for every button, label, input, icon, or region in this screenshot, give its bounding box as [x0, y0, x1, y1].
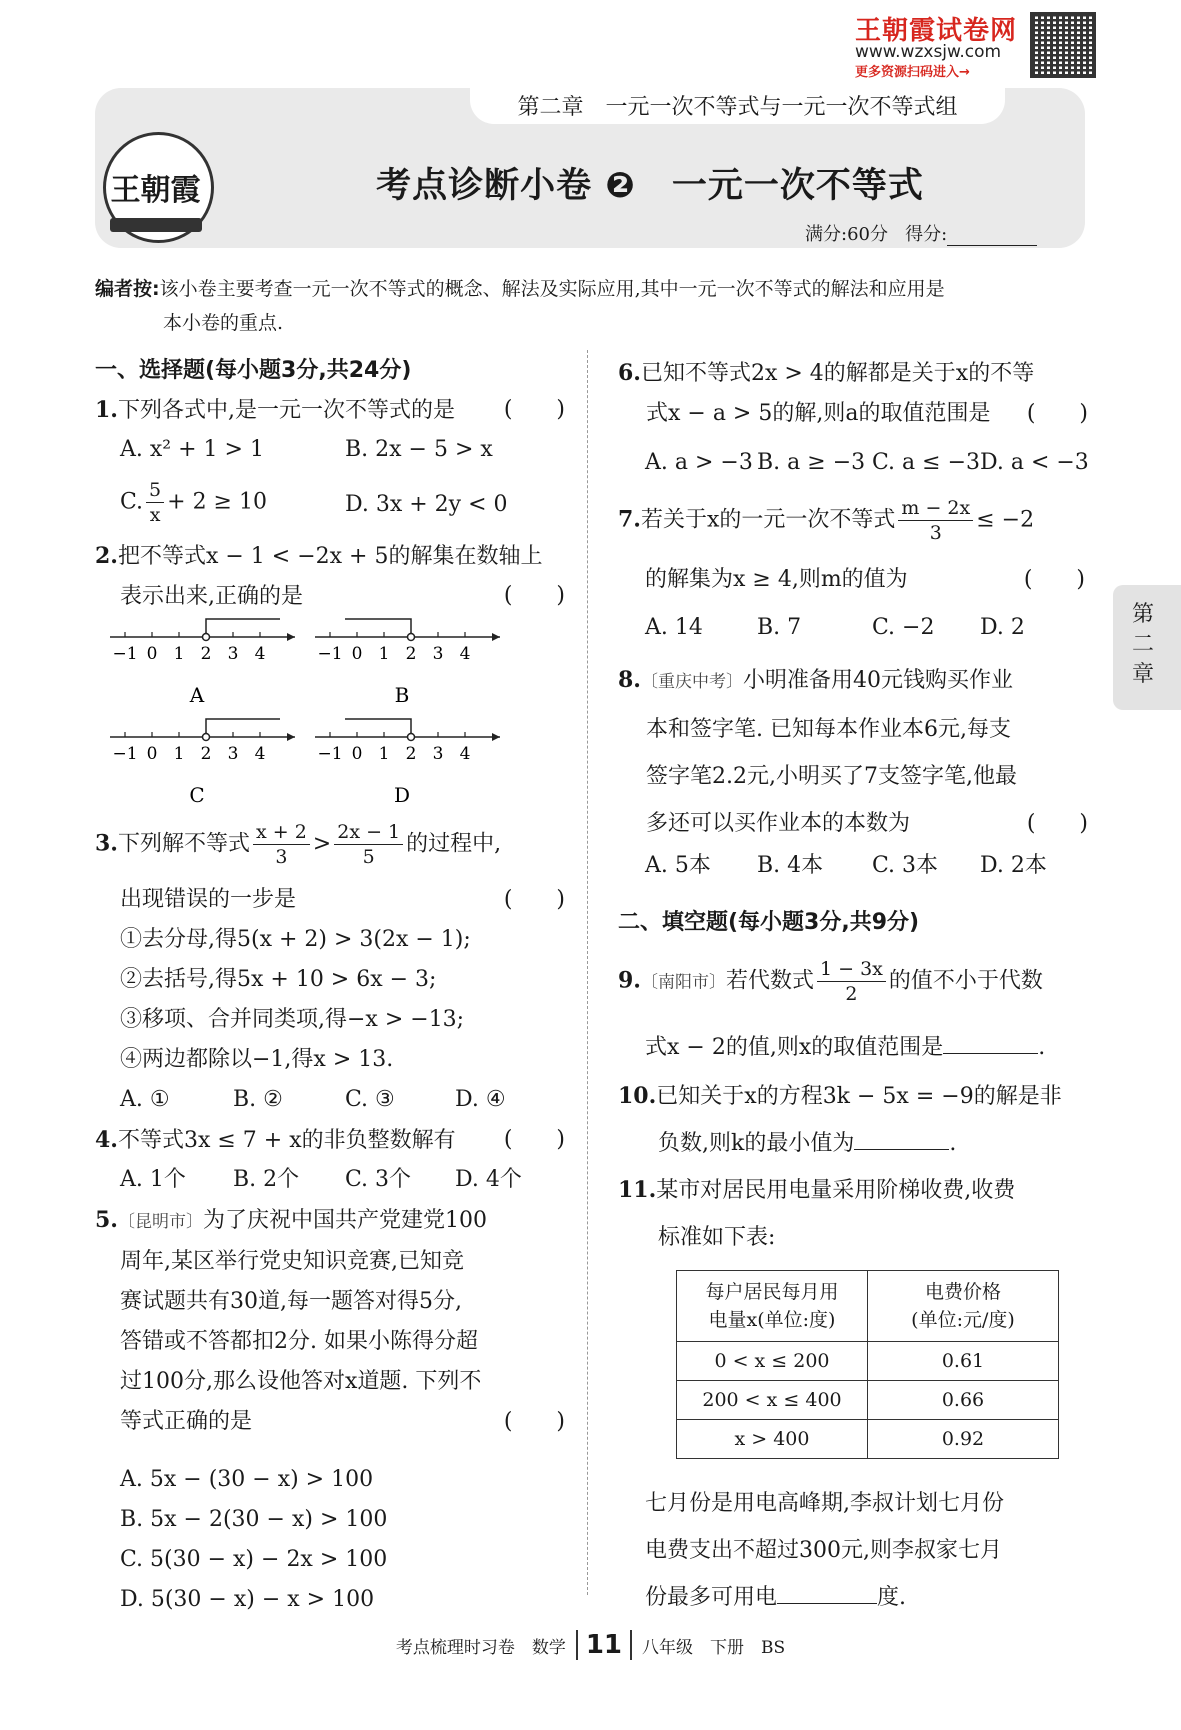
q5-option-c[interactable]: C. 5(30 − x) − 2x > 100 — [120, 1547, 388, 1572]
q11-line-2: 标准如下表: — [658, 1225, 776, 1250]
q6-answer-paren[interactable]: ( ) — [1026, 401, 1088, 426]
q11-answer-blank[interactable] — [777, 1575, 877, 1604]
q3-step-4: ④两边都除以−1,得x > 13. — [120, 1047, 394, 1072]
q3-fraction-left — [253, 820, 310, 869]
q8-line-4-text: 多还可以买作业本的本数为 — [646, 811, 911, 836]
q3-number: 3. — [95, 830, 118, 857]
q11-paragraph — [645, 1480, 1085, 1621]
number-line-tick-label: 0 — [146, 644, 158, 664]
q1-option-c[interactable] — [120, 478, 267, 527]
question-2 — [95, 536, 565, 617]
fraction-numerator: 5 — [146, 478, 164, 503]
number-line-tick-label: 0 — [351, 744, 363, 764]
fraction-denominator: 2 — [845, 983, 858, 1005]
question-11 — [618, 1167, 1088, 1261]
q3-step-3: ③移项、合并同类项,得−x > −13; — [120, 1007, 465, 1032]
q7-line-2 — [645, 560, 1085, 600]
q8-answer-paren[interactable]: ( ) — [1026, 811, 1088, 836]
chapter-side-tab-label: 第二章 — [1131, 602, 1154, 687]
q3-stem-post: 的过程中, — [406, 831, 502, 857]
table-cell: 0.66 — [868, 1381, 1059, 1420]
question-8 — [618, 657, 1088, 847]
q3-gt-sign: > — [312, 831, 332, 857]
chapter-title: 第二章 一元一次不等式与一元一次不等式组 — [517, 95, 958, 120]
table-row — [677, 1381, 1059, 1420]
brand-tagline: 更多资源扫码进入→ — [855, 65, 970, 80]
fraction-numerator: 1 − 3x — [817, 957, 886, 982]
q8-option-a[interactable]: A. 5本 — [645, 853, 711, 878]
q3-fraction-right — [334, 820, 403, 869]
section-choice-title: 一、选择题(每小题3分,共24分) — [95, 358, 412, 383]
q3-stem-pre: 下列解不等式 — [117, 831, 250, 857]
number-line-tick-label: 4 — [254, 744, 266, 764]
brand-name: 王朝霞试卷网 — [855, 16, 1018, 46]
q4-number: 4. — [95, 1127, 118, 1153]
number-line-arrow — [492, 633, 500, 641]
solution-bracket — [345, 619, 411, 637]
q7-answer-paren[interactable]: ( ) — [1023, 567, 1085, 592]
number-line-tick-label: 3 — [432, 744, 444, 764]
number-line-tick-label: 3 — [227, 644, 239, 664]
q9-number: 9. — [618, 967, 641, 994]
q3-option-b[interactable]: B. ② — [233, 1087, 283, 1112]
header-usage-line1: 每户居民每月用 — [705, 1281, 839, 1303]
number-line-tick-label: 4 — [459, 644, 471, 664]
q6-option-d[interactable]: D. a < −3 — [980, 450, 1089, 475]
q3-step-1: ①去分母,得5(x + 2) > 3(2x − 1); — [120, 927, 471, 952]
q9-line-2 — [645, 1025, 1045, 1068]
fraction-denominator: 3 — [275, 846, 288, 868]
q2-option-label[interactable]: B — [394, 683, 410, 707]
q3-step-2: ②去括号,得5x + 10 > 6x − 3; — [120, 967, 437, 992]
q3-stem2-text: 出现错误的一步是 — [120, 887, 297, 912]
q7-line-2-text: 的解集为x ≥ 4,则m的值为 — [645, 567, 908, 592]
table-cell: 0.92 — [868, 1420, 1059, 1459]
number-line-tick-label: 1 — [378, 644, 390, 664]
q8-line-1: 小明准备用40元钱购买作业 — [742, 668, 1013, 693]
q4-option-c[interactable]: C. 3个 — [345, 1167, 412, 1192]
table-header-row — [677, 1271, 1059, 1342]
number-line-tick-label: 0 — [146, 744, 158, 764]
q7-option-d[interactable]: D. 2 — [980, 615, 1025, 640]
q6-line-1: 已知不等式2x > 4的解都是关于x的不等 — [640, 361, 1035, 386]
q3-answer-paren[interactable]: ( ) — [503, 887, 565, 912]
q9-period: . — [1038, 1035, 1046, 1060]
q3-option-a[interactable]: A. ① — [120, 1087, 170, 1112]
number-line-arrow — [287, 733, 295, 741]
editor-note-label: 编者按: — [95, 278, 160, 300]
table-header-usage — [677, 1271, 868, 1342]
q9-stem-pre: 若代数式 — [725, 968, 814, 994]
fraction-numerator: x + 2 — [253, 820, 310, 845]
score-label: 得分: — [905, 224, 948, 245]
number-line-tick-label: 3 — [432, 644, 444, 664]
q7-number: 7. — [618, 506, 641, 533]
q8-line-4 — [618, 800, 1088, 847]
q5-answer-paren[interactable]: ( ) — [503, 1409, 565, 1434]
number-line-tick-label: 4 — [459, 744, 471, 764]
table-header-price — [868, 1271, 1059, 1342]
header-price-line1: 电费价格 — [924, 1281, 1001, 1303]
q1-answer-paren[interactable]: ( ) — [503, 397, 565, 422]
footer-right: 八年级 下册 BS — [642, 1638, 786, 1658]
q8-option-b[interactable]: B. 4本 — [757, 853, 824, 878]
seal-band — [110, 218, 202, 232]
q3-stem-line2 — [120, 880, 565, 920]
page-number: 11 — [576, 1630, 632, 1660]
score-field[interactable] — [947, 224, 1037, 246]
q11-para-line-2: 电费支出不超过300元,则李叔家七月 — [645, 1538, 1002, 1563]
question-4 — [95, 1120, 565, 1161]
q4-option-b[interactable]: B. 2个 — [233, 1167, 300, 1192]
q6-number: 6. — [618, 360, 641, 386]
electricity-price-table — [676, 1270, 1059, 1459]
q2-stem-line2: 表示出来,正确的是 — [120, 584, 303, 609]
q9-fraction — [817, 957, 886, 1006]
fraction-numerator: 2x − 1 — [334, 820, 403, 845]
q1-stem: 下列各式中,是一元一次不等式的是 — [117, 398, 455, 423]
header-price-line2: (单位:元/度) — [911, 1309, 1015, 1331]
q2-option-label[interactable]: C — [189, 783, 205, 807]
q1-option-b[interactable]: B. 2x − 5 > x — [345, 437, 493, 462]
number-line-tick-label: 2 — [405, 644, 417, 664]
q4-option-d[interactable]: D. 4个 — [455, 1167, 522, 1192]
q2-option-label[interactable]: D — [393, 783, 411, 807]
q8-line-2: 本和签字笔. 已知每本作业本6元,每支 — [646, 717, 1011, 742]
score-row — [805, 220, 1037, 246]
question-3 — [95, 820, 565, 869]
fraction-numerator: m − 2x — [898, 496, 973, 521]
number-line-tick-label: 2 — [200, 744, 212, 764]
q1-number: 1. — [95, 397, 118, 423]
q7-stem-post: ≤ −2 — [976, 507, 1035, 533]
editor-note-text2: 本小卷的重点. — [163, 312, 284, 334]
question-7 — [618, 496, 1088, 545]
q5-line-4: 答错或不答都扣2分. 如果小陈得分超 — [120, 1329, 478, 1354]
q9-line-2-text: 式x − 2的值,则x的取值范围是 — [645, 1035, 944, 1060]
q5-line-3: 赛试题共有30道,每一题答对得5分, — [120, 1289, 462, 1314]
q9-stem-post: 的值不小于代数 — [888, 968, 1043, 994]
number-line-tick-label: 1 — [173, 744, 185, 764]
footer-left: 考点梳理时习卷 数学 — [395, 1638, 566, 1658]
header-usage-line2: 电量x(单位:度) — [708, 1309, 836, 1331]
q11-para-line-3-end: 度. — [877, 1585, 907, 1610]
section-fill-title: 二、填空题(每小题3分,共9分) — [618, 910, 920, 935]
number-line-tick-label: 2 — [200, 644, 212, 664]
q8-source-tag: 〔重庆中考〕 — [640, 672, 743, 692]
q1-option-a[interactable]: A. x² + 1 > 1 — [120, 437, 264, 462]
table-cell: x > 400 — [677, 1420, 868, 1459]
solution-bracket — [206, 619, 280, 637]
question-6 — [618, 353, 1088, 434]
q5-option-d[interactable]: D. 5(30 − x) − x > 100 — [120, 1587, 375, 1612]
number-line-tick-label: 1 — [173, 644, 185, 664]
q8-option-c[interactable]: C. 3本 — [872, 853, 939, 878]
q4-option-a[interactable]: A. 1个 — [120, 1167, 186, 1192]
q11-para-line-3-text: 份最多可用电 — [645, 1585, 778, 1610]
question-1 — [95, 390, 565, 431]
table-cell: 0.61 — [868, 1342, 1059, 1381]
q6-line-2 — [618, 394, 1088, 434]
q11-para-line-3 — [645, 1574, 1085, 1621]
q9-source-tag: 〔南阳市〕 — [640, 972, 726, 993]
q5-source-tag: 〔昆明市〕 — [117, 1212, 203, 1232]
q7-fraction — [898, 496, 973, 545]
solution-bracket — [345, 719, 411, 737]
q10-period: . — [949, 1131, 957, 1156]
number-line-tick-label: 1 — [378, 744, 390, 764]
q8-option-d[interactable]: D. 2本 — [980, 853, 1047, 878]
q6-line-2-text: 式x − a > 5的解,则a的取值范围是 — [646, 401, 991, 426]
q1-option-c-label: C. — [120, 489, 144, 515]
column-divider — [587, 350, 588, 1595]
editor-note — [95, 272, 1085, 340]
q7-option-b[interactable]: B. 7 — [757, 615, 802, 640]
q7-option-a[interactable]: A. 14 — [645, 615, 703, 640]
q9-answer-blank[interactable] — [943, 1025, 1038, 1054]
qr-code-icon[interactable] — [1030, 12, 1096, 78]
q1-option-c-fraction — [146, 478, 164, 527]
question-5 — [95, 1200, 565, 1442]
table-cell: 200 < x ≤ 400 — [677, 1381, 868, 1420]
q8-line-3: 签字笔2.2元,小明买了7支签字笔,他最 — [646, 764, 1017, 789]
q11-para-line-1: 七月份是用电高峰期,李叔计划七月份 — [645, 1491, 1004, 1516]
q6-option-a[interactable]: A. a > −3 — [645, 450, 753, 475]
seal-logo-text: 王朝霞 — [110, 173, 201, 208]
table-row — [677, 1420, 1059, 1459]
solution-bracket — [206, 719, 280, 737]
q2-number: 2. — [95, 543, 118, 569]
number-line-tick-label: −1 — [317, 744, 343, 764]
q6-option-c[interactable]: C. a ≤ −3 — [872, 450, 981, 475]
number-line-tick-label: 3 — [227, 744, 239, 764]
number-line-tick-label: 4 — [254, 644, 266, 664]
q3-option-d[interactable]: D. ④ — [455, 1087, 506, 1112]
open-endpoint — [203, 634, 210, 641]
number-line-tick-label: 2 — [405, 744, 417, 764]
q1-option-c-rest: + 2 ≥ 10 — [167, 489, 267, 515]
fraction-denominator: x — [149, 504, 161, 526]
q2-option-label[interactable]: A — [189, 683, 205, 707]
q7-stem-pre: 若关于x的一元一次不等式 — [640, 507, 896, 533]
q2-number-lines — [110, 615, 570, 815]
q2-stem-line1: 把不等式x − 1 < −2x + 5的解集在数轴上 — [117, 544, 543, 569]
q8-number: 8. — [618, 667, 641, 693]
q11-line-1: 某市对居民用电量采用阶梯收费,收费 — [656, 1178, 1016, 1203]
quiz-title: 考点诊断小卷 ❷ 一元一次不等式 — [376, 166, 924, 206]
number-line-tick-label: 0 — [351, 644, 363, 664]
q5-line-6-text: 等式正确的是 — [120, 1409, 253, 1434]
q5-line-6 — [95, 1402, 565, 1442]
table-row — [677, 1342, 1059, 1381]
open-endpoint — [408, 634, 415, 641]
q6-option-b[interactable]: B. a ≥ −3 — [757, 450, 866, 475]
question-9 — [618, 957, 1088, 1006]
q10-number: 10. — [618, 1083, 657, 1109]
q5-option-a[interactable]: A. 5x − (30 − x) > 100 — [120, 1467, 374, 1492]
number-line-tick-label: −1 — [112, 644, 138, 664]
page-footer — [0, 1630, 1181, 1660]
q5-option-b[interactable]: B. 5x − 2(30 − x) > 100 — [120, 1507, 388, 1532]
question-10 — [618, 1073, 1088, 1167]
open-endpoint — [203, 734, 210, 741]
open-endpoint — [408, 734, 415, 741]
q5-line-2: 周年,某区举行党史知识竞赛,已知竞 — [120, 1249, 464, 1274]
q3-option-c[interactable]: C. ③ — [345, 1087, 395, 1112]
full-score: 满分:60分 — [805, 224, 888, 245]
number-line-arrow — [492, 733, 500, 741]
fraction-denominator: 5 — [362, 846, 375, 868]
q11-number: 11. — [618, 1177, 657, 1203]
q10-line-2 — [618, 1120, 1088, 1167]
number-line-tick-label: −1 — [317, 644, 343, 664]
q7-option-c[interactable]: C. −2 — [872, 615, 935, 640]
q10-line-1: 已知关于x的方程3k − 5x = −9的解是非 — [656, 1084, 1062, 1109]
number-line-arrow — [287, 633, 295, 641]
q5-number: 5. — [95, 1207, 118, 1233]
brand-url[interactable]: www.wzxsjw.com — [855, 42, 1002, 62]
editor-note-text: 该小卷主要考查一元一次不等式的概念、解法及实际应用,其中一元一次不等式的解法和应用是 — [159, 278, 945, 300]
fraction-denominator: 3 — [929, 522, 942, 544]
q10-line-2-text: 负数,则k的最小值为 — [658, 1131, 855, 1156]
q5-line-5: 过100分,那么设他答对x道题. 下列不 — [120, 1369, 482, 1394]
q10-answer-blank[interactable] — [854, 1121, 949, 1150]
table-cell: 0 < x ≤ 200 — [677, 1342, 868, 1381]
q2-answer-paren[interactable]: ( ) — [503, 583, 565, 608]
number-line-tick-label: −1 — [112, 744, 138, 764]
q5-line-1: 为了庆祝中国共产党建党100 — [202, 1208, 487, 1233]
q4-answer-paren[interactable]: ( ) — [503, 1127, 565, 1152]
q4-stem: 不等式3x ≤ 7 + x的非负整数解有 — [117, 1128, 456, 1153]
q1-option-d[interactable]: D. 3x + 2y < 0 — [345, 492, 508, 517]
